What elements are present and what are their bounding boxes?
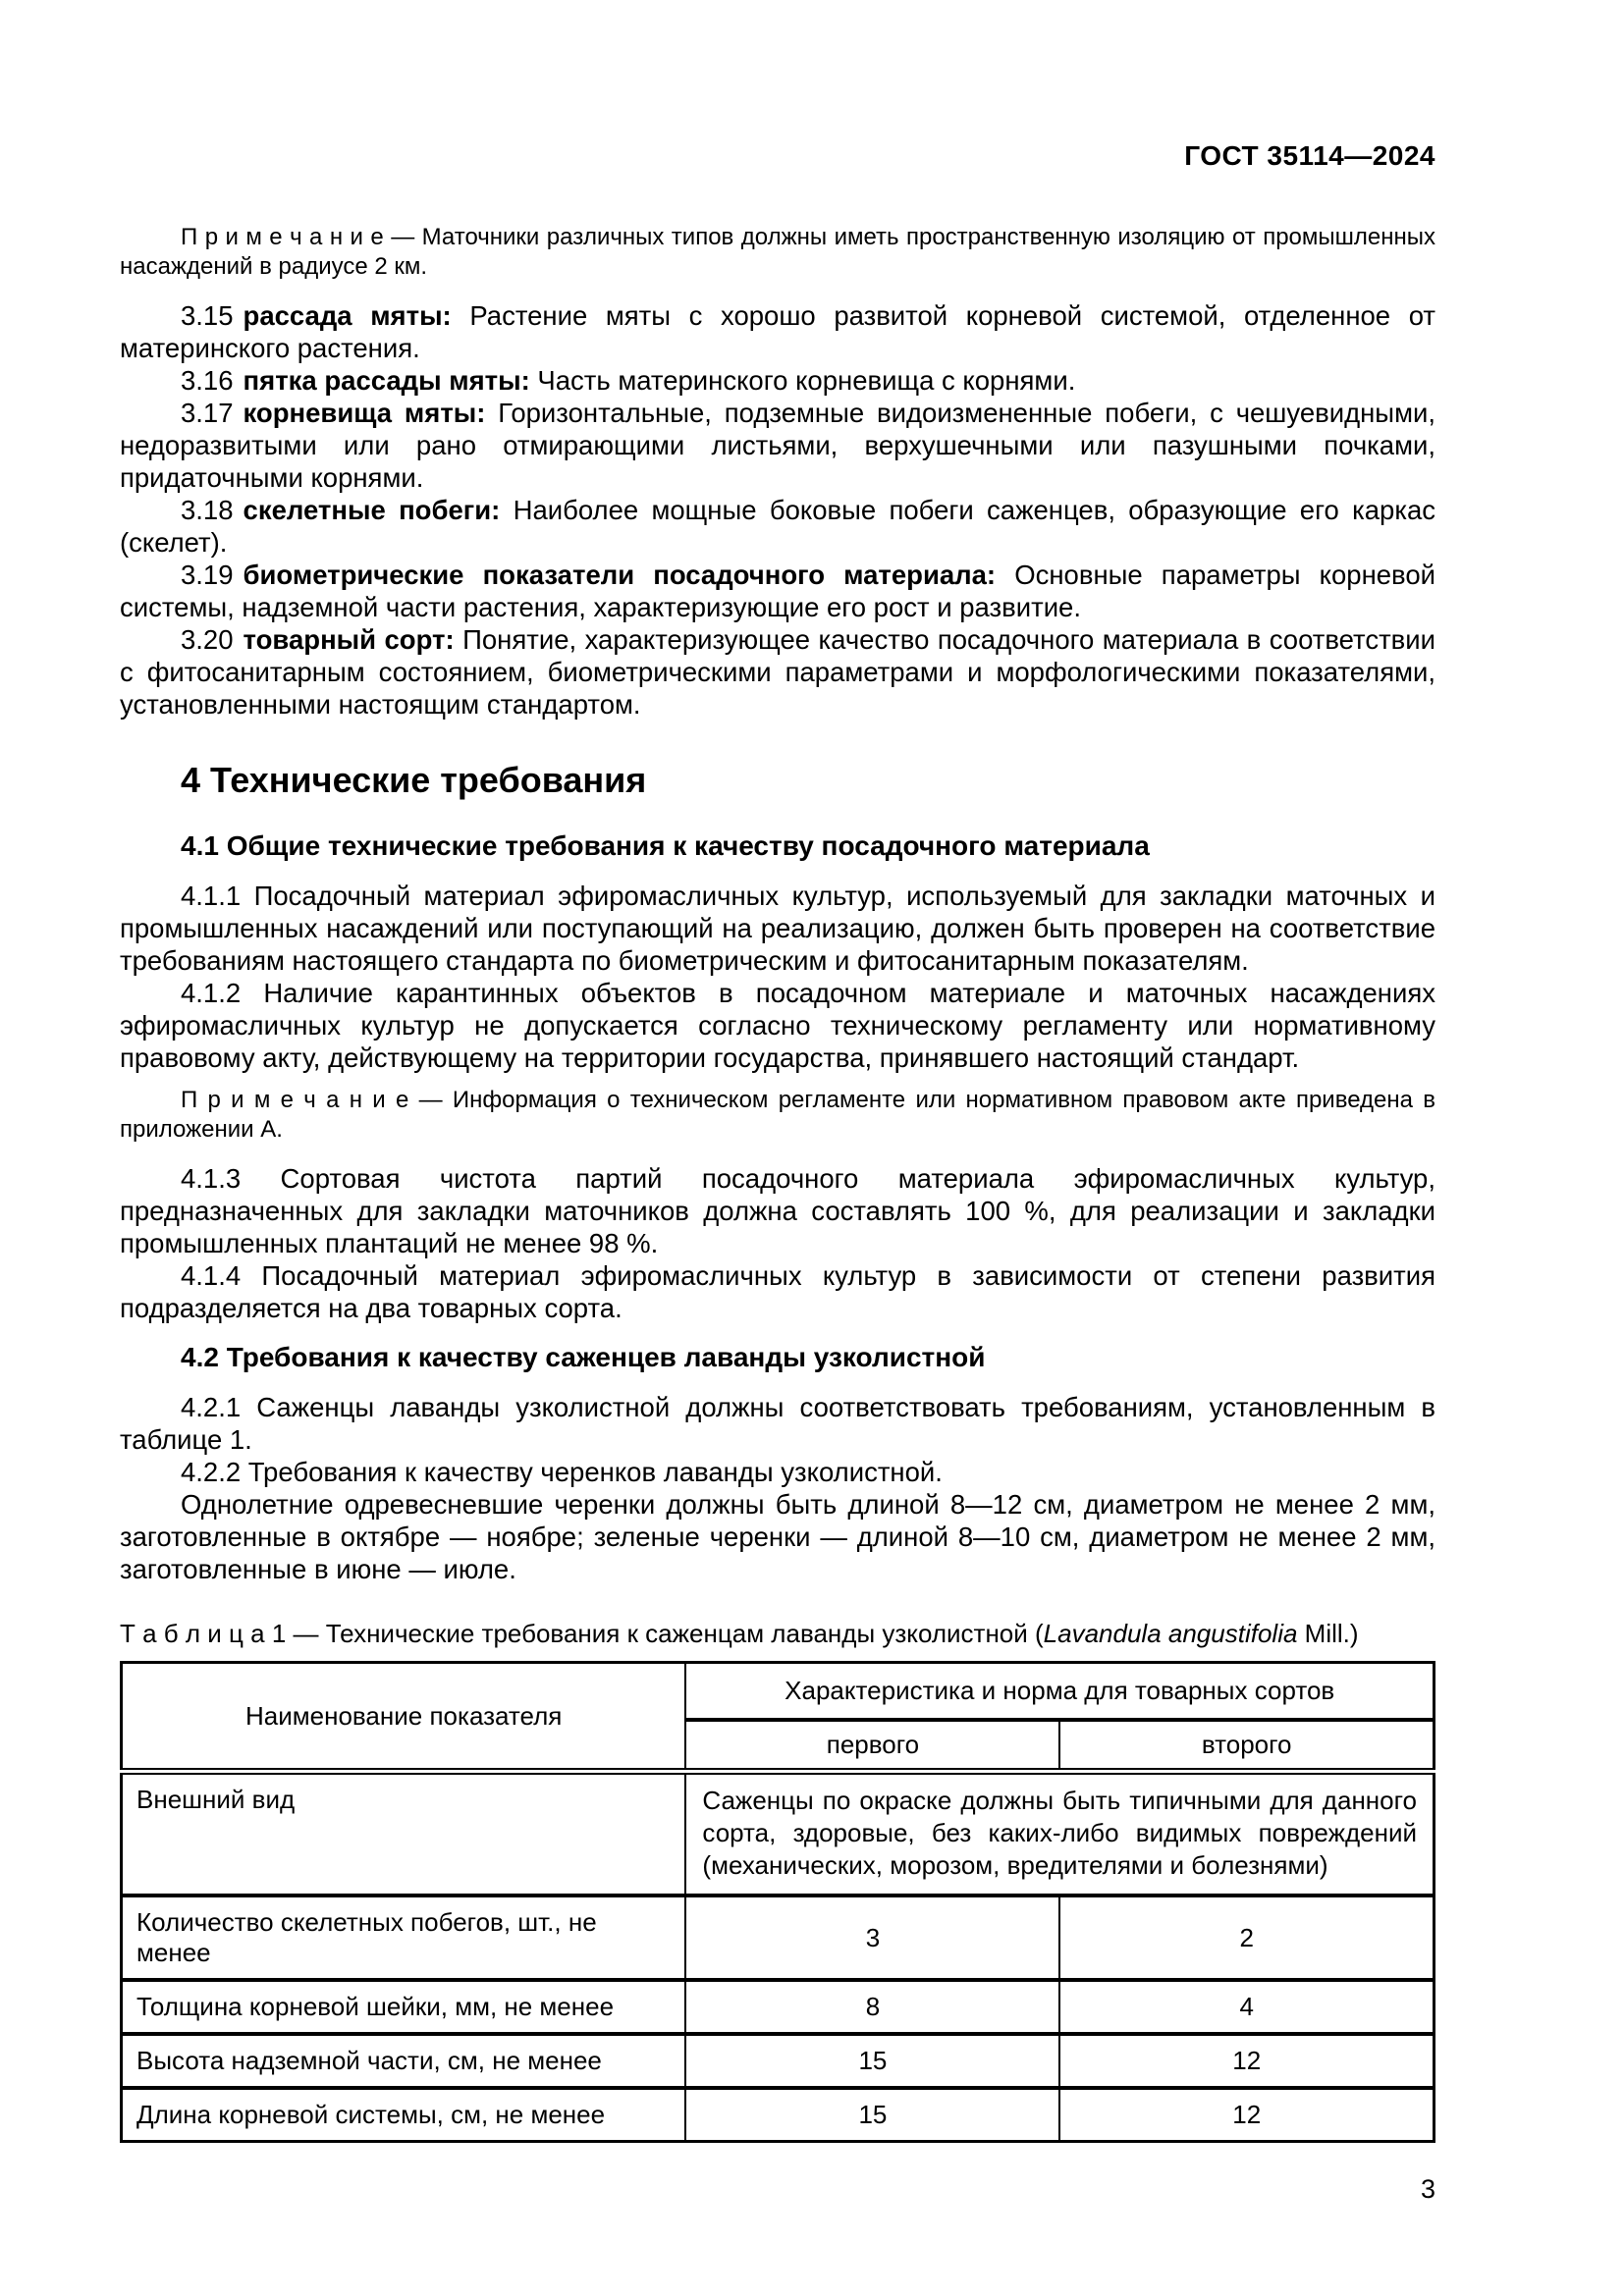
note-regulation bbox=[120, 1086, 1435, 1145]
paragraph-4-1-3: 4.1.3 Сортовая чистота партий посадочного материала эфиромасличных культур, предназначенных для закладки маточников должна составлять 100 %, для реализации и закладки промышленных плантаций не менее 98 %. bbox=[120, 1163, 1435, 1258]
term-title: скелетные побеги: bbox=[243, 495, 501, 525]
term-number: 3.18 bbox=[181, 495, 234, 525]
note-text: Маточники различных типов должны иметь пространственную изоляцию от промышленных насаждений в радиусе 2 км. bbox=[120, 224, 1436, 280]
cell-first-grade-value: 15 bbox=[685, 2088, 1059, 2142]
table-caption-label: Т а б л и ц а 1 — bbox=[120, 1619, 319, 1648]
cell-indicator: Высота надземной части, см, не менее bbox=[122, 2034, 686, 2088]
term-title: товарный сорт: bbox=[243, 624, 455, 655]
cell-first-grade-value: 3 bbox=[685, 1896, 1059, 1980]
cell-second-grade-value: 12 bbox=[1059, 2034, 1434, 2088]
column-header-indicator: Наименование показателя bbox=[122, 1663, 686, 1772]
paragraph-4-1-4: 4.1.4 Посадочный материал эфиромасличных культур в зависимости от степени развития подразделяется на два товарных сорта. bbox=[120, 1260, 1435, 1323]
requirements-table bbox=[120, 1661, 1435, 2143]
term-3-19 bbox=[120, 559, 1435, 623]
cell-merged-description: Саженцы по окраске должны быть типичными для данного сорта, здоровые, без каких-либо видимых повреждений (механических, морозом, вредителями и болезнями) bbox=[685, 1772, 1434, 1896]
note-label: П р и м е ч а н и е bbox=[181, 1087, 409, 1113]
term-definition: Наиболее мощные боковые побеги саженцев, образующие его каркас (скелет). bbox=[120, 495, 1436, 558]
section-4-1-heading: 4.1 Общие технические требования к качеству посадочного материала bbox=[181, 830, 1150, 861]
note-text: Информация о техническом регламенте или нормативном правовом акте приведена в приложении А. bbox=[120, 1087, 1436, 1143]
term-title: биометрические показатели посадочного материала: bbox=[243, 560, 997, 590]
table-row-root-collar bbox=[122, 1980, 1435, 2034]
term-number: 3.19 bbox=[181, 560, 234, 590]
page-number: 3 bbox=[1420, 2174, 1435, 2204]
term-3-20 bbox=[120, 623, 1435, 721]
cell-indicator: Толщина корневой шейки, мм, не менее bbox=[122, 1980, 686, 2034]
term-number: 3.16 bbox=[181, 365, 234, 396]
latin-species-name: Lavandula angustifolia bbox=[1043, 1619, 1298, 1648]
column-header-group: Характеристика и норма для товарных сортов bbox=[685, 1663, 1434, 1721]
cell-indicator: Длина корневой системы, см, не менее bbox=[122, 2088, 686, 2142]
term-title: корневища мяты: bbox=[243, 398, 486, 428]
term-title: рассада мяты: bbox=[243, 300, 452, 331]
note-dash: — bbox=[418, 1087, 443, 1113]
cell-second-grade-value: 2 bbox=[1059, 1896, 1434, 1980]
table-caption bbox=[120, 1619, 1435, 1649]
table-row-height bbox=[122, 2034, 1435, 2088]
table-row-appearance bbox=[122, 1772, 1435, 1896]
cell-second-grade-value: 4 bbox=[1059, 1980, 1434, 2034]
note-isolation bbox=[120, 223, 1435, 282]
paragraph-4-1-1: 4.1.1 Посадочный материал эфиромасличных культур, используемый для закладки маточных и промышленных насаждений или поступающий на реализацию, должен быть проверен на соответствие требованиям настоящего стандарта по биометрическим и фитосанитарным показателям. bbox=[120, 881, 1435, 976]
column-header-second-grade: второго bbox=[1059, 1720, 1434, 1772]
term-number: 3.15 bbox=[181, 300, 234, 331]
table-caption-suffix: Mill.) bbox=[1297, 1619, 1359, 1648]
table-row-root-length bbox=[122, 2088, 1435, 2142]
term-3-15 bbox=[120, 299, 1435, 364]
term-definition: Основные параметры корневой системы, надземной части растения, характеризующие его рост и развитие. bbox=[120, 560, 1436, 622]
cell-second-grade-value: 12 bbox=[1059, 2088, 1434, 2142]
term-definition: Горизонтальные, подземные видоизмененные побеги, с чешуевидными, недоразвитыми или рано отмирающими листьями, верхушечными или пазушными почками, придаточными корнями. bbox=[120, 398, 1435, 493]
section-4-2-heading: 4.2 Требования к качеству саженцев лаванды узколистной bbox=[181, 1342, 986, 1372]
column-header-first-grade: первого bbox=[685, 1720, 1059, 1772]
table-header-row-1 bbox=[122, 1663, 1435, 1721]
term-3-16 bbox=[120, 364, 1435, 397]
note-label: П р и м е ч а н и е bbox=[181, 224, 384, 250]
term-3-17 bbox=[120, 397, 1435, 494]
term-definition: Растение мяты с хорошо развитой корневой системой, отделенное от материнского растения. bbox=[120, 300, 1435, 363]
paragraph-4-1-2: 4.1.2 Наличие карантинных объектов в посадочном материале и маточных насаждениях эфиромасличных культур не допускается согласно техническому регламенту или нормативному правовому акту, действующему на территории государства, принявшего настоящий стандарт. bbox=[120, 978, 1435, 1073]
paragraph-4-2-1: 4.2.1 Саженцы лаванды узколистной должны соответствовать требованиям, установленным в таблице 1. bbox=[120, 1392, 1435, 1455]
term-3-18 bbox=[120, 494, 1435, 559]
term-definition: Понятие, характеризующее качество посадочного материала в соответствии с фитосанитарным состоянием, биометрическими параметрами и морфологическими показателями, установленными настоящим стандартом. bbox=[120, 624, 1436, 720]
term-number: 3.20 bbox=[181, 624, 234, 655]
term-title: пятка рассады мяты: bbox=[243, 365, 530, 396]
cell-indicator: Количество скелетных побегов, шт., не менее bbox=[122, 1896, 686, 1980]
table-caption-text: Технические требования к саженцам лаванды узколистной ( bbox=[318, 1619, 1044, 1648]
note-dash: — bbox=[391, 224, 415, 250]
standard-number-header: ГОСТ 35114—2024 bbox=[1184, 140, 1435, 171]
table-row-shoots bbox=[122, 1896, 1435, 1980]
cell-first-grade-value: 8 bbox=[685, 1980, 1059, 2034]
cell-indicator: Внешний вид bbox=[122, 1772, 686, 1896]
term-definition: Часть материнского корневища с корнями. bbox=[537, 365, 1076, 396]
paragraph-4-2-2: 4.2.2 Требования к качеству черенков лаванды узколистной. bbox=[181, 1457, 943, 1487]
term-number: 3.17 bbox=[181, 398, 234, 428]
section-4-heading: 4 Технические требования bbox=[181, 760, 647, 800]
cell-first-grade-value: 15 bbox=[685, 2034, 1059, 2088]
paragraph-cuttings: Однолетние одревесневшие черенки должны быть длиной 8—12 см, диаметром не менее 2 мм, заготовленные в октябре — ноябре; зеленые черенки — длиной 8—10 см, диаметром не менее 2 мм, заготовленные в июне — июле. bbox=[120, 1489, 1435, 1584]
